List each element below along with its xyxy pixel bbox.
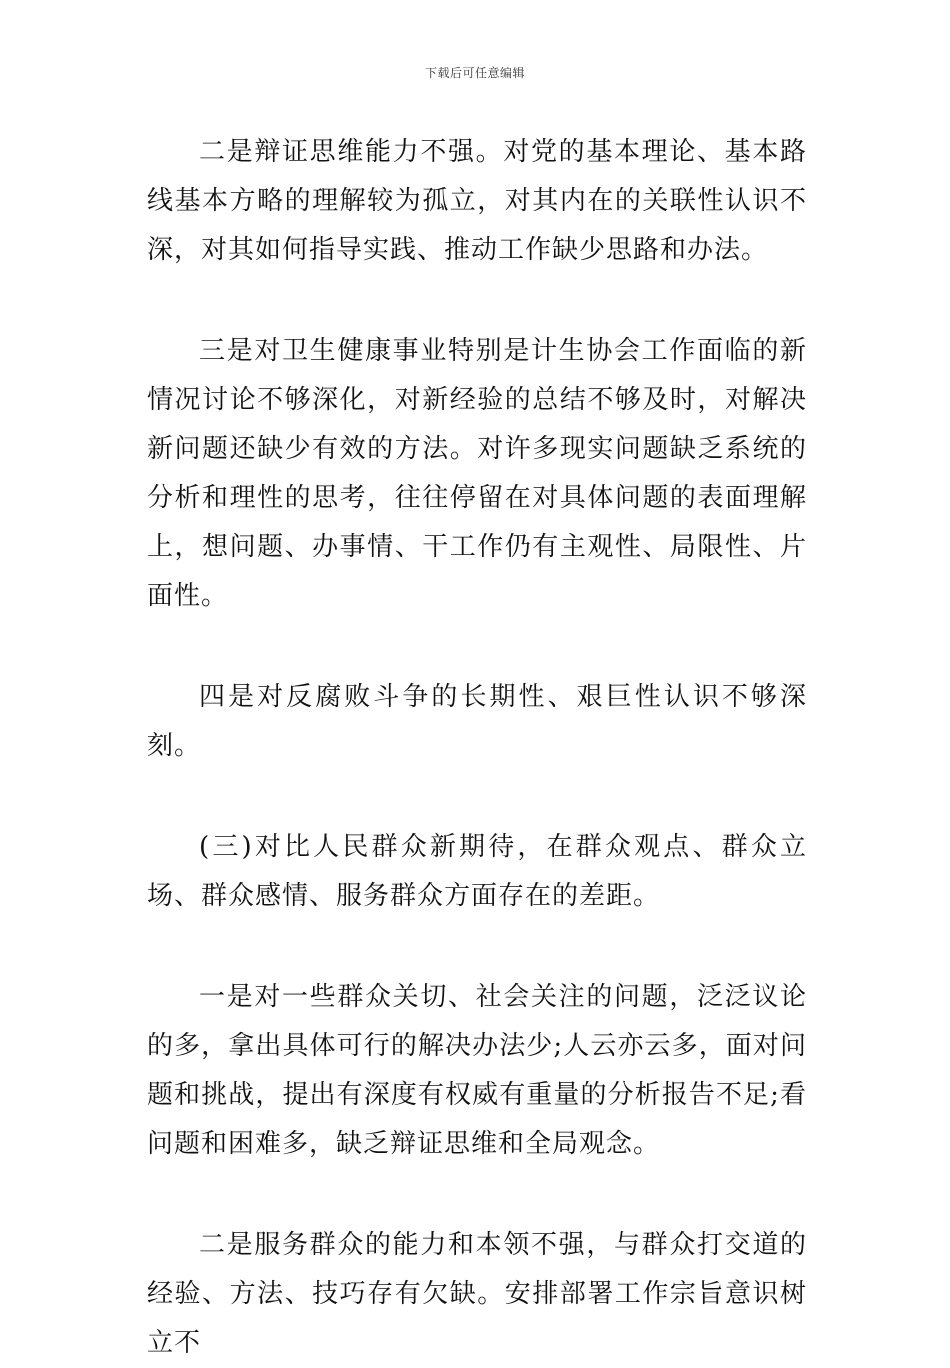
paragraph-gap xyxy=(147,771,807,823)
paragraph-service-ability: 二是服务群众的能力和本领不强，与群众打交道的经验、方法、技巧存有欠缺。安排部署工作宗旨意识树立不 xyxy=(147,1230,807,1358)
paragraph-section-three: (三)对比人民群众新期待，在群众观点、群众立场、群众感情、服务群众方面存在的差距。 xyxy=(147,832,807,911)
paragraph-gap xyxy=(147,621,807,673)
document-body xyxy=(147,128,807,1368)
paragraph-health-work: 三是对卫生健康事业特别是计生协会工作面临的新情况讨论不够深化，对新经验的总结不够及时，对解决新问题还缺少有效的方法。对许多现实问题缺乏系统的分析和理性的思考，往往停留在对具体问题的表面理解上，想问题、办事情、干工作仍有主观性、局限性、片面性。 xyxy=(147,336,807,611)
paragraph-anti-corruption: 四是对反腐败斗争的长期性、艰巨性认识不够深刻。 xyxy=(147,682,807,761)
page-header: 下载后可任意编辑 xyxy=(424,66,525,80)
paragraph-public-concerns: 一是对一些群众关切、社会关注的问题，泛泛议论的多，拿出具体可行的解决办法少;人云亦云多，面对问题和挑战，提出有深度有权威有重量的分析报告不足;看问题和困难多，缺乏辩证思维和全局观念。 xyxy=(147,982,807,1159)
paragraph-gap xyxy=(147,921,807,973)
paragraph-dialectical-thinking: 二是辩证思维能力不强。对党的基本理论、基本路线基本方略的理解较为孤立，对其内在的关联性认识不深，对其如何指导实践、推动工作缺少思路和办法。 xyxy=(147,137,807,265)
paragraph-gap xyxy=(147,1169,807,1221)
paragraph-gap xyxy=(147,275,807,327)
